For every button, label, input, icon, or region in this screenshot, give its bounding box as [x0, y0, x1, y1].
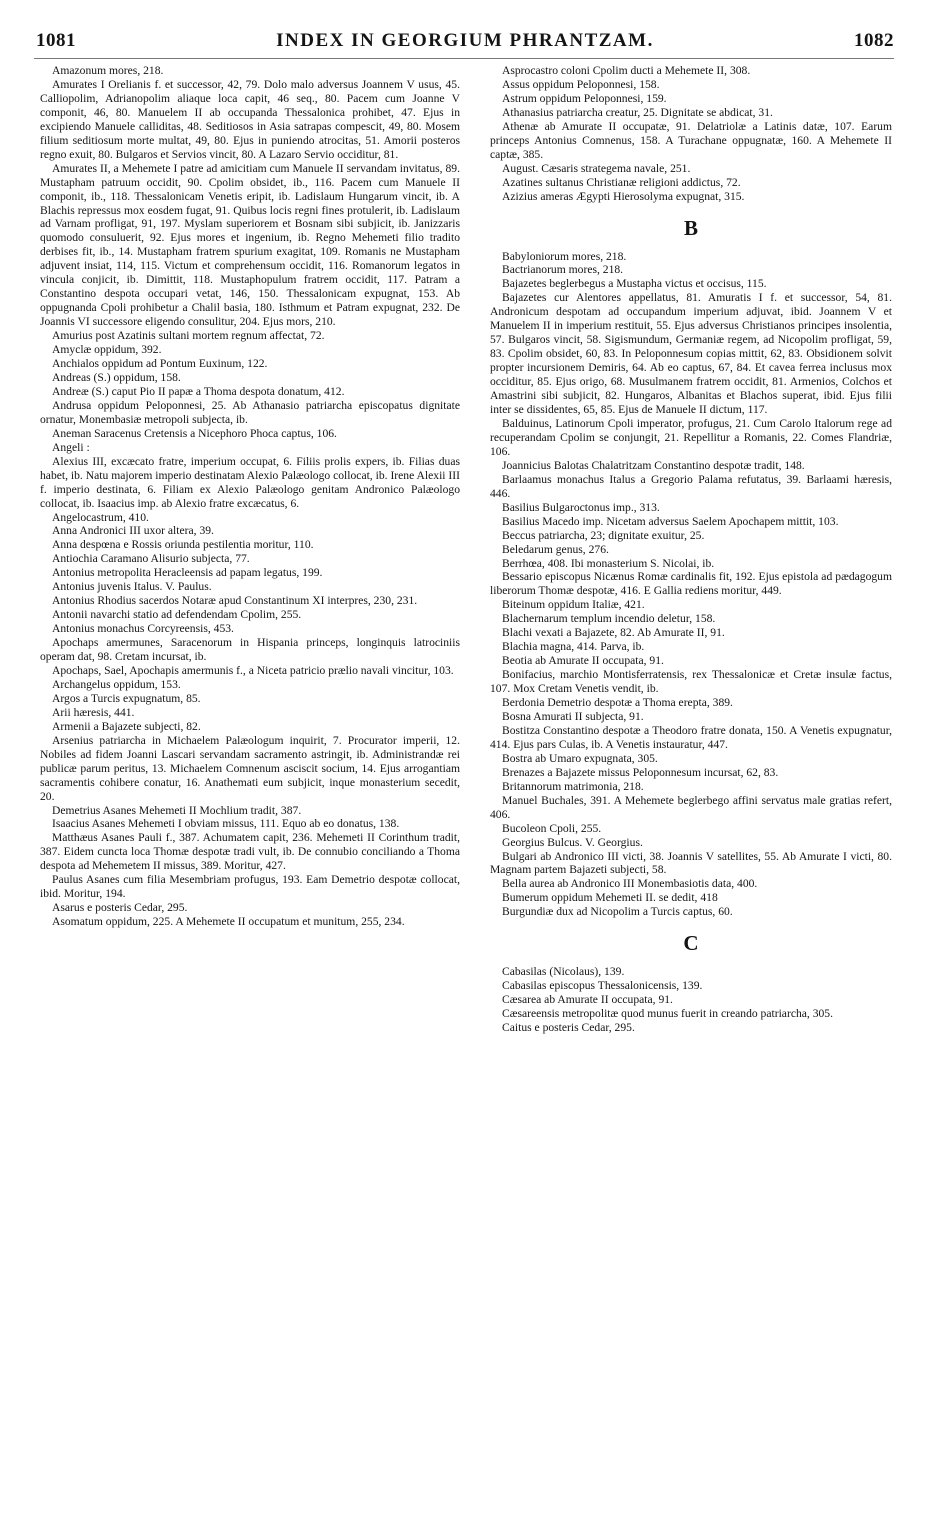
index-entry: Amurates I Orelianis f. et successor, 42, 79. Dolo malo adversus Joannem V usus, 45. Calliopolim, Adrianopolim aliaque loca capit, 46 seq., 80. Pacem cum Joanne V componit, 46, 80. Manuelem II ab occupanda Thessalonica prohibet, 47. Ejus in excipiendo Manuele calliditas, 48. Seditiosos in Asia satrapas compescit, 49, 80. Mosem filium seditiosum morte multat, 49, 80. Ejus in puniendo atrocitas, 51. Amorii posteros regno exuit, 80. Bulgaros et Servios vincit, 80. A Lazaro Servio occiditur, 81. [40, 77, 460, 161]
index-entry: Joannicius Balotas Chalatritzam Constantino despotæ tradit, 148. [502, 458, 805, 472]
index-entry: Antonius juvenis Italus. V. Paulus. [52, 580, 212, 594]
index-entry: Berdonia Demetrio despotæ a Thoma erepta, 389. [502, 696, 733, 710]
index-entry: Bosna Amurati II subjecta, 91. [502, 709, 644, 723]
index-entry: Andreæ (S.) caput Pio II papæ a Thoma despota donatum, 412. [52, 384, 345, 398]
index-entry: Assus oppidum Peloponnesi, 158. [502, 77, 660, 91]
index-entry: August. Cæsaris strategema navale, 251. [502, 161, 691, 175]
index-entry: Anna Andronici III uxor altera, 39. [52, 524, 214, 538]
index-entry: Beccus patriarcha, 23; dignitate exuitur, 25. [502, 528, 705, 542]
index-entry: Arsenius patriarcha in Michaelem Palæologum inquirit, 7. Procurator imperii, 12. Nobiles ad fidem Joanni Lascari servandam sacramento astringit, ib. Administrandæ rei publicæ parum peritus, 13. Michaelem Comnenum asciscit socium, 14. Ejus arrogantiam sacramentis cohibere conatur, 16. Anathemati eum subjicit, inque monasterium secedit, 20. [40, 733, 460, 803]
index-entry: Aneman Saracenus Cretensis a Nicephoro Phoca captus, 106. [52, 426, 337, 440]
index-entry: Bucoleon Cpoli, 255. [502, 821, 602, 835]
index-entry: Bajazetes cur Alentores appellatus, 81. Amuratis I f. et successor, 54, 81. Andronicum despotam ad occupandum imperium adjuvat, ibid. Joannem V et Manuelem II in imperium restituit, 55. Ejus adversus Christianos principes insolentia, 57. Bulgaros vincit, 58. Sigismundum, Germaniæ regem, ad Nicopolim profligat, 59, 83. Cpolim obsidet, 60, 83. In Peloponnesum copias mittit, 62, 83. Obsidionem solvit propter incursionem Demiris, 64. Ab eo captus, 67, 84. Et cavea ferrea inclusus mox occiditur, 85. Ejus origo, 68. Musulmanem fratrem occidit, 81. Armenios, Colchos et Amastrini sibi subjicit, 82. Hungaros, Albanitas et Blachos superat, ibid. Ejus filii inter se dissidentes, 65, 85. Ejus de Manuele II dictum, 117. [490, 291, 892, 417]
right-column [490, 64, 892, 1035]
right-column-a-entries [490, 64, 892, 204]
index-entry: Cæsarea ab Amurate II occupata, 91. [502, 993, 673, 1007]
index-entry: Biteinum oppidum Italiæ, 421. [502, 598, 645, 612]
index-entry: Arii hæresis, 441. [52, 705, 135, 719]
index-entry: Anna despœna e Rossis oriunda pestilentia moritur, 110. [52, 538, 314, 552]
index-entry: Cabasilas episcopus Thessalonicensis, 139. [502, 979, 703, 993]
index-entry: Antonius Rhodius sacerdos Notaræ apud Constantinum XI interpres, 230, 231. [52, 594, 418, 608]
index-entry: Andreas (S.) oppidum, 158. [52, 370, 181, 384]
index-entry: Beotia ab Amurate II occupata, 91. [502, 654, 664, 668]
index-entry: Caitus e posteris Cedar, 295. [502, 1021, 635, 1035]
index-entry: Blachernarum templum incendio deletur, 158. [502, 612, 716, 626]
page-header [30, 30, 900, 56]
index-entry: Amurates II, a Mehemete I patre ad amicitiam cum Manuele II servandam invitatus, 89. Mustapham patruum occidit, 90. Cpolim obsidet, ib., 116. Pacem cum Manuele II componit, ib., 118. Thessalonicam Venetis eripit, ib. Ladislaum Hungarum vincit, ib. A Blachis repressus mox eosdem fugat, 91. Quibus locis regni fines protulerit, ib. Ladislaum ad Varnam profligat, 91, 197. Myslam superiorem et Bosnam sibi subjicit, ib. Janizzaris quomodo consuluerit, 92. Ejus mores et ingenium, ib. Regno Mehemeti filio tradito derbises fit, ib., 14. Mustapham fratrem spurium exagitat, 109. Romanis ne Mustapham adjuvent insiat, 114, 115. Victum et comprehensum occidit, 116. Romanorum legatos in vincula conjicit, ib. Dimittit, 118. Mustaphopulum fratrem occidit, 117. Patram a Constantino despota occupari vetat, 146, 150. Thessalonicam expugnat, 153. Ab oppugnanda Cpoli prohibetur a Chalil basia, 180. Isthmum et Patram expugnat, 232. De Joannis VI successore eligendo consulitur, 204. Ejus mors, 210. [40, 161, 460, 329]
index-entry: Blachia magna, 414. Parva, ib. [502, 640, 645, 654]
index-entry: Blachi vexati a Bajazete, 82. Ab Amurate II, 91. [502, 626, 725, 640]
index-entry: Antonius metropolita Heracleensis ad papam legatus, 199. [52, 566, 323, 580]
index-entry: Asomatum oppidum, 225. A Mehemete II occupatum et munitum, 255, 234. [52, 915, 405, 929]
index-entry: Demetrius Asanes Mehemeti II Mochlium tradit, 387. [52, 803, 302, 817]
index-entry: Athenæ ab Amurate II occupatæ, 91. Delatriolæ a Latinis datæ, 107. Earum princeps Antonius Comnenus, 158. A Turachane oppugnatæ, 160. A Mehemete II captæ, 385. [490, 119, 892, 161]
index-entry: Amazonum mores, 218. [52, 64, 164, 77]
index-entry: Berrhœa, 408. Ibi monasterium S. Nicolai, ib. [502, 556, 715, 570]
left-column [40, 64, 460, 929]
index-entry: Bulgari ab Andronico III victi, 38. Joannis V satellites, 55. Ab Amurate I victi, 80. Magnam partem Bajazeti subjecti, 58. [490, 849, 892, 877]
index-entry: Apochaps, Sael, Apochapis amermunis f., a Niceta patricio prælio navali vincitur, 103. [52, 663, 454, 677]
index-entry: Bactrianorum mores, 218. [502, 263, 624, 277]
index-entry: Basilius Macedo imp. Nicetam adversus Saelem Apochapem mittit, 103. [502, 514, 839, 528]
index-entry: Anchialos oppidum ad Pontum Euxinum, 122. [52, 357, 268, 371]
index-entry: Amyclæ oppidum, 392. [52, 343, 162, 357]
index-entry: Cabasilas (Nicolaus), 139. [502, 965, 625, 979]
index-entry: Bonifacius, marchio Montisferratensis, rex Thessalonicæ et Cretæ insulæ factus, 107. Mox Cretam Venetis vendit, ib. [490, 668, 892, 696]
index-entry: Bumerum oppidum Mehemeti II. se dedit, 418 [502, 891, 718, 905]
index-entry: Georgius Bulcus. V. Georgius. [502, 835, 643, 849]
index-entry: Bajazetes beglerbegus a Mustapha victus et occisus, 115. [502, 277, 767, 291]
index-entry: Angelocastrum, 410. [52, 510, 149, 524]
page-title: INDEX IN GEORGIUM PHRANTZAM. [276, 30, 654, 51]
index-entry: Basilius Bulgaroctonus imp., 313. [502, 500, 660, 514]
index-entry: Andrusa oppidum Peloponnesi, 25. Ab Athanasio patriarcha episcopatus dignitate ornatur, Monembasiæ metropoli subjecta, ib. [40, 398, 460, 426]
index-entry: Manuel Buchales, 391. A Mehemete beglerbego affini servatus male gratias refert, 406. [490, 793, 892, 821]
index-entry: Bostra ab Umaro expugnata, 305. [502, 751, 658, 765]
index-entry: Beledarum genus, 276. [502, 542, 609, 556]
index-entry: Cæsareensis metropolitæ quod munus fuerit in creando patriarcha, 305. [502, 1007, 833, 1021]
page-number-left: 1081 [36, 30, 76, 51]
right-column-c-entries [490, 965, 892, 1035]
index-entry: Azizius ameras Ægypti Hierosolyma expugnat, 315. [502, 189, 745, 203]
index-entry: Isaacius Asanes Mehemeti I obviam missus, 111. Equo ab eo donatus, 138. [52, 817, 400, 831]
index-entry: Astrum oppidum Peloponnesi, 159. [502, 91, 667, 105]
section-letter-b: B [683, 215, 698, 240]
index-entry: Matthæus Asanes Pauli f., 387. Achumatem capit, 236. Mehemeti II Corinthum tradit, 387. Eidem cuncta loca Thomæ despotæ tradi vult, ib. De connubio conciliando a Thoma despota ad Mehemetem II missus, 389. Moritur, 427. [40, 831, 460, 873]
index-entry: Archangelus oppidum, 153. [52, 677, 181, 691]
index-entry: Balduinus, Latinorum Cpoli imperator, profugus, 21. Cum Carolo Italorum rege ad recuperandam Cpolim se conjungit, 21. Repellitur a Romanis, 22. Comes Flandriæ, 106. [490, 416, 892, 458]
index-entry: Alexius III, excæcato fratre, imperium occupat, 6. Filiis prolis expers, ib. Filias duas habet, ib. Natu majorem imperio destinatam Alexio Palæologo collocat, ib. Irene Alexii III f. imperio destinata, 6. Filiam ex Alexio Palæologo genitam Andronico Palæologo collocat, ib. Isaacius imp. ab Alexio fratre excæcatus, 6. [40, 454, 460, 510]
header-rule [34, 58, 894, 59]
index-entry: Antiochia Caramano Alisurio subjecta, 77. [52, 552, 250, 566]
index-entry: Amurius post Azatinis sultani mortem regnum affectat, 72. [52, 329, 325, 343]
index-entry: Antonius monachus Corcyreensis, 453. [52, 622, 234, 636]
right-column-b-entries [490, 250, 892, 920]
index-entry: Athanasius patriarcha creatur, 25. Dignitate se abdicat, 31. [502, 105, 773, 119]
index-entry: Argos a Turcis expugnatum, 85. [52, 691, 201, 705]
index-entry: Brenazes a Bajazete missus Peloponnesum incursat, 62, 83. [502, 765, 779, 779]
index-entry: Paulus Asanes cum filia Mesembriam profugus, 193. Eam Demetrio despotæ collocat, ibid. Moritur, 194. [40, 873, 460, 901]
index-entry: Britannorum matrimonia, 218. [502, 779, 644, 793]
index-entry: Azatines sultanus Christianæ religioni addictus, 72. [502, 175, 741, 189]
index-entry: Barlaamus monachus Italus a Gregorio Palama refutatus, 39. Barlaami hæresis, 446. [490, 472, 892, 500]
index-entry: Bella aurea ab Andronico III Monembasiotis data, 400. [502, 877, 758, 891]
page-number-right: 1082 [854, 30, 894, 51]
index-entry: Bessario episcopus Nicænus Romæ cardinalis fit, 192. Ejus epistola ad pædagogum liberorum Thomæ despotæ, 416. E Gallia rediens moritur, 449. [490, 570, 892, 598]
index-entry: Bostitza Constantino despotæ a Theodoro fratre donata, 150. A Venetis expugnatur, 414. Ejus pars Culas, ib. A Venetis instauratur, 447. [490, 723, 892, 751]
index-entry: Antonii navarchi statio ad defendendam Cpolim, 255. [52, 608, 302, 622]
index-entry: Apochaps amermunes, Saracenorum in Hispania princeps, longinquis latrociniis operam dat, 98. Cretam incursat, ib. [40, 636, 460, 664]
index-entry: Armenii a Bajazete subjecti, 82. [52, 719, 201, 733]
index-entry: Babyloniorum mores, 218. [502, 249, 627, 263]
section-letter-c: C [683, 931, 699, 956]
index-entry: Asprocastro coloni Cpolim ducti a Mehemete II, 308. [502, 64, 751, 77]
index-entry: Angeli : [52, 440, 90, 454]
index-entry: Burgundiæ dux ad Nicopolim a Turcis captus, 60. [502, 905, 733, 919]
index-entry: Asarus e posteris Cedar, 295. [52, 901, 188, 915]
